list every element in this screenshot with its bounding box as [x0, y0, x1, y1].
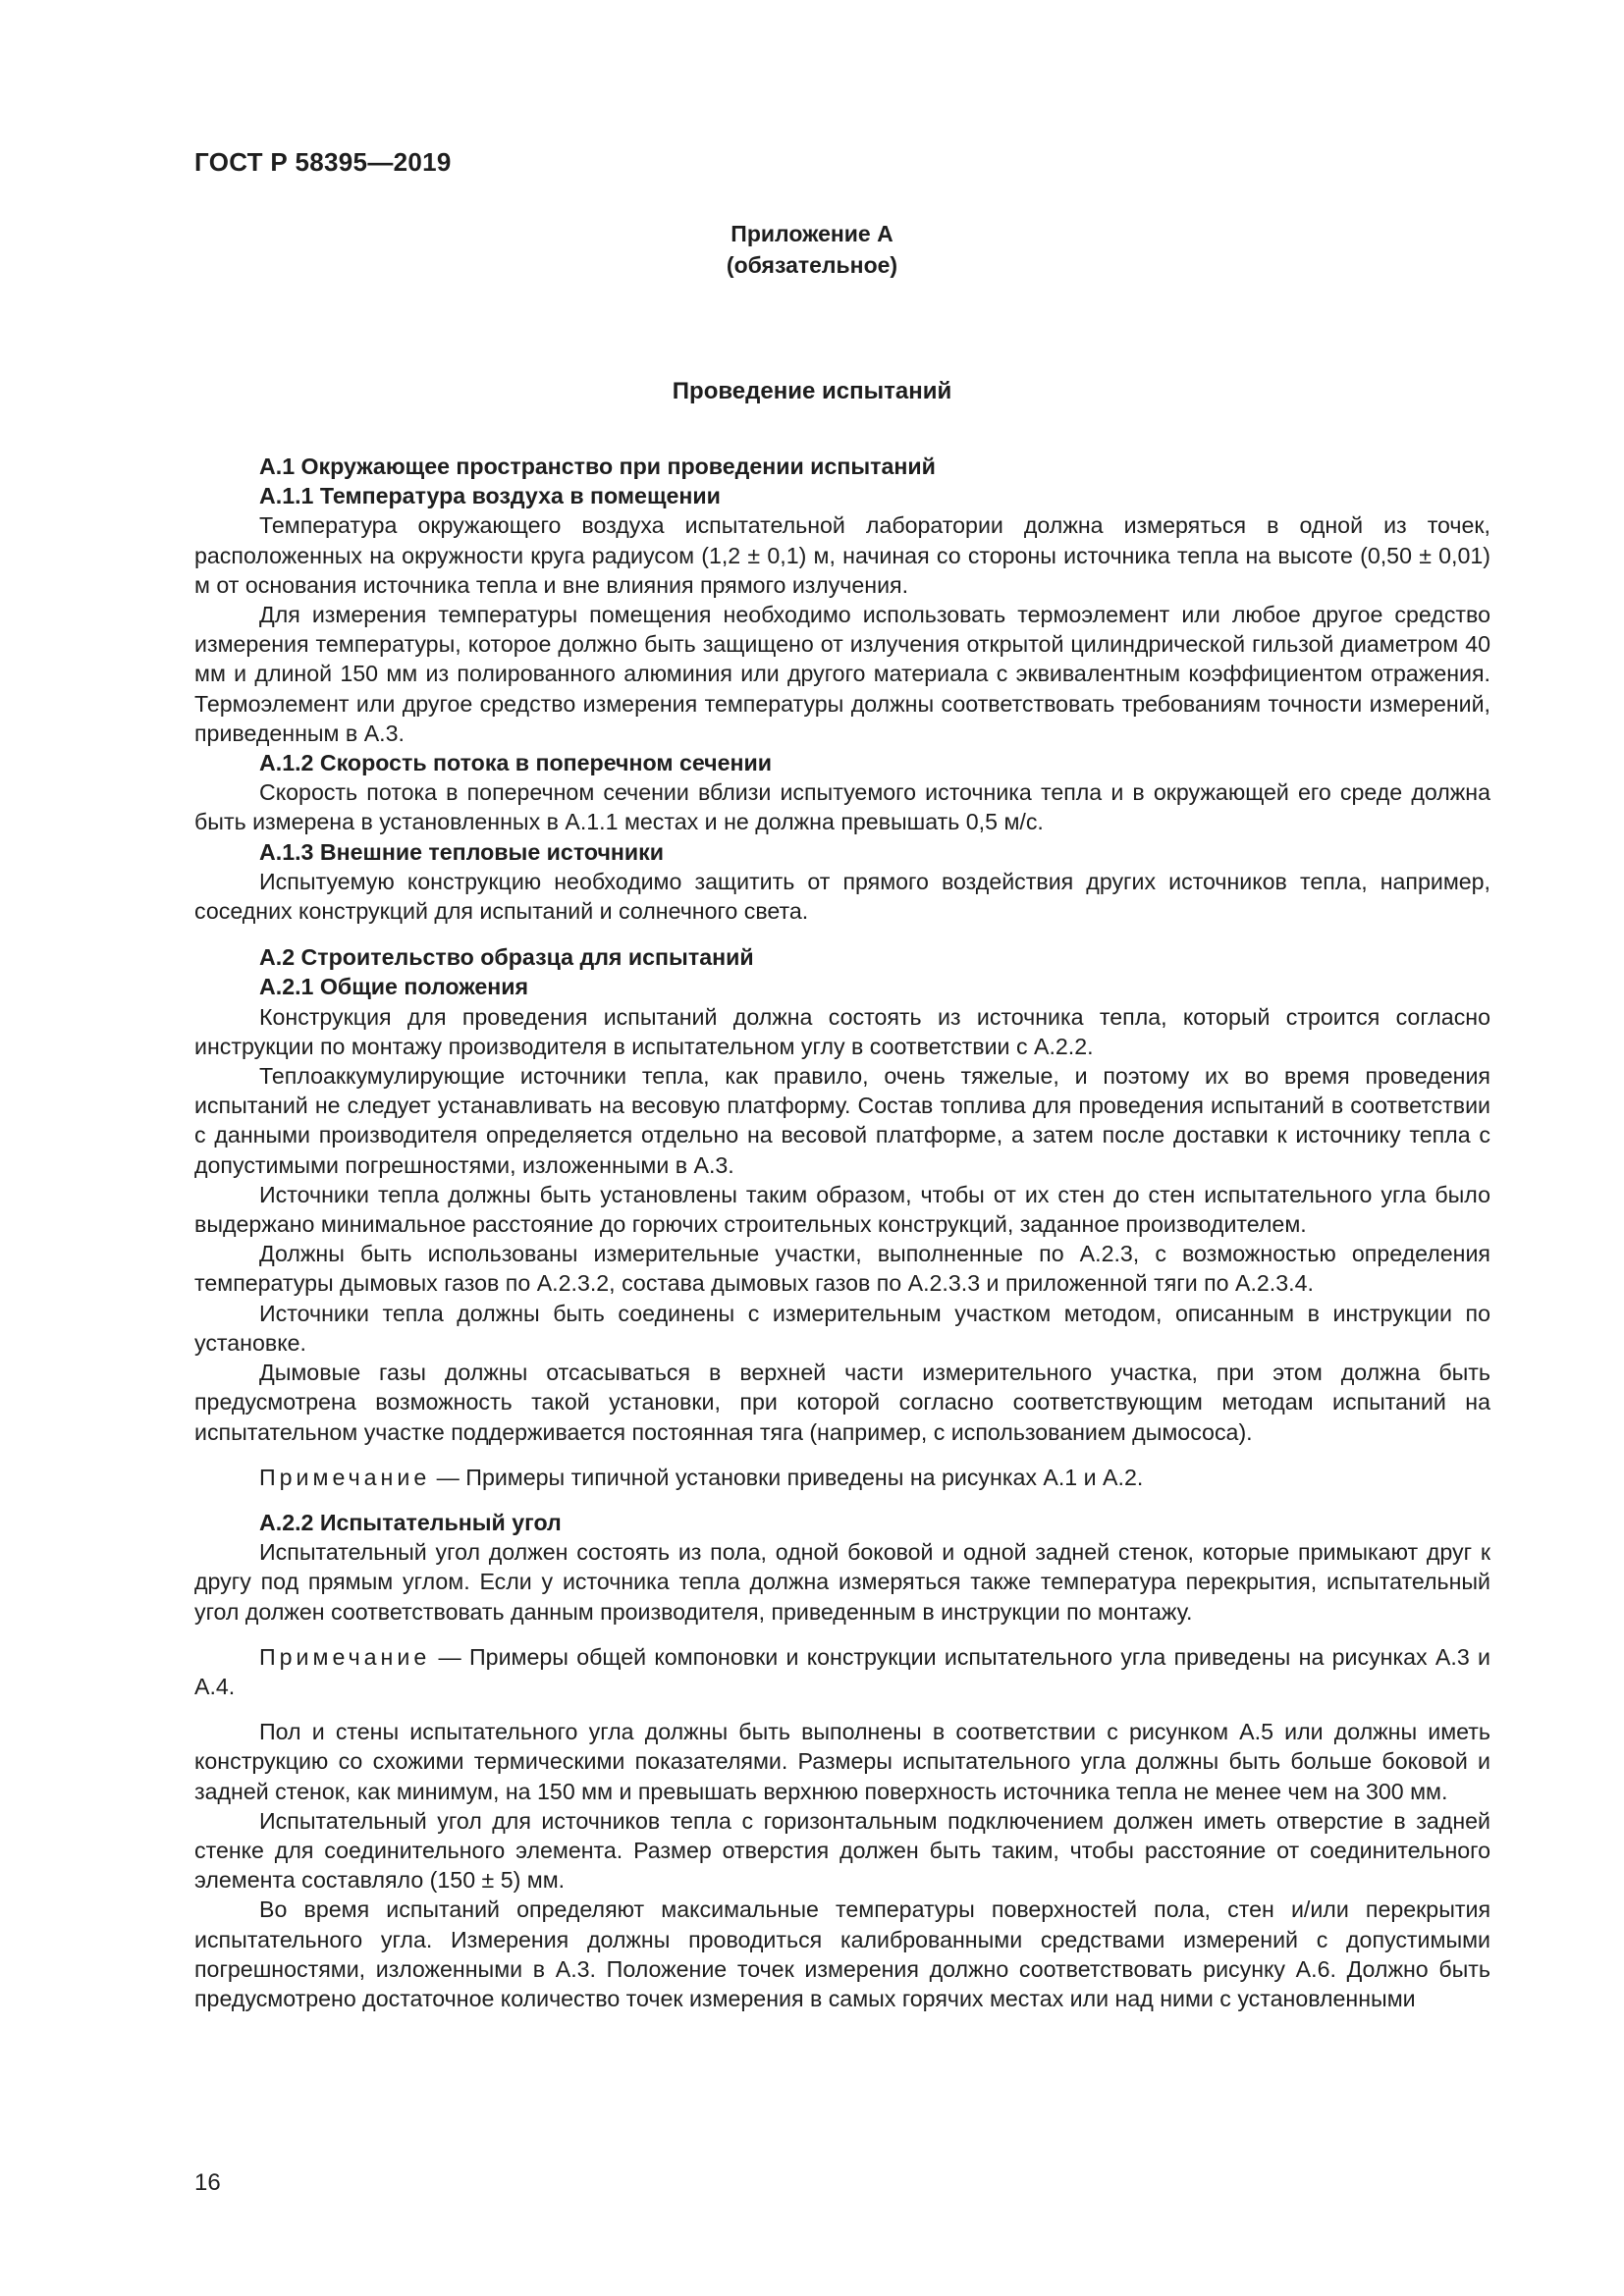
annex-heading — [0, 218, 1624, 281]
note — [194, 1642, 1490, 1701]
note — [194, 1463, 1490, 1492]
paragraph: Дымовые газы должны отсасываться в верхней части измерительного участка, при этом должна быть предусмотрена возможность такой установки, при которой согласно соответствующим методам испытаний на испытательном участке поддерживается постоянная тяга (например, с использованием дымососа). — [194, 1360, 1490, 1445]
subsection-heading-a1-3: А.1.3 Внешние тепловые источники — [259, 838, 665, 865]
subsection-heading-a1-1: А.1.1 Температура воздуха в помещении — [259, 483, 721, 509]
standard-designation: ГОСТ Р 58395—2019 — [194, 147, 452, 177]
paragraph: Пол и стены испытательного угла должны быть выполнены в соответствии с рисунком А.5 или должны иметь конструкцию со схожими термическими показателями. Размеры испытательного угла должны быть больше боковой и задней стенок, как минимум, на 150 мм и превышать верхнюю поверхность источника тепла не менее чем на 300 мм. — [194, 1719, 1490, 1804]
paragraph: Во время испытаний определяют максимальные температуры поверхностей пола, стен и/или перекрытия испытательного угла. Измерения должны проводиться калиброванными средствами измерений с допустимыми погрешностями, изложенными в А.3. Положение точек измерения должно соответствовать рисунку А.6. Должно быть предусмотрено достаточное количество точек измерения в самых горячих местах или над ними с установленными — [194, 1896, 1490, 2011]
annex-status: (обязательное) — [726, 252, 898, 278]
paragraph: Конструкция для проведения испытаний должна состоять из источника тепла, который строится согласно инструкции по монтажу производителя в испытательном углу в соответствии с А.2.2. — [194, 1003, 1490, 1059]
document-body — [194, 452, 1490, 2013]
annex-title: Проведение испытаний — [672, 378, 952, 404]
paragraph: Для измерения температуры помещения необходимо использовать термоэлемент или любое другое средство измерения температуры, которое должно быть защищено от излучения открытой цилиндрической гильзой диаметром 40 мм и длиной 150 мм из полированного алюминия или другого материала с эквивалентным коэффициентом отражения. Термоэлемент или другое средство измерения температуры должны соответствовать требованиям точности измерений, приведенным в А.3. — [194, 602, 1490, 746]
paragraph: Должны быть использованы измерительные участки, выполненные по А.2.3, с возможностью определения температуры дымовых газов по А.2.3.2, состава дымовых газов по А.2.3.3 и приложенной тяги по А.2.3.4. — [194, 1241, 1490, 1297]
note-label: Примечание — [259, 1643, 431, 1670]
paragraph: Теплоаккумулирующие источники тепла, как правило, очень тяжелые, и поэтому их во время проведения испытаний не следует устанавливать на весовую платформу. Состав топлива для проведения испытаний в соответствии с данными производителя определяется отдельно на весовой платформе, а затем после доставки к источнику тепла с допустимыми погрешностями, изложенными в А.3. — [194, 1063, 1490, 1178]
paragraph: Источники тепла должны быть соединены с измерительным участком методом, описанным в инструкции по установке. — [194, 1300, 1490, 1356]
subsection-heading-a1-2: А.1.2 Скорость потока в поперечном сечении — [259, 750, 773, 776]
section-heading-a1: А.1 Окружающее пространство при проведении испытаний — [259, 454, 936, 479]
page-number: 16 — [194, 2169, 221, 2196]
paragraph: Испытательный угол должен состоять из пола, одной боковой и одной задней стенок, которые примыкают друг к другу под прямым углом. Если у источника тепла должна измеряться также температура перекрытия, испытательный угол должен соответствовать данным производителя, приведенным в инструкции по монтажу. — [194, 1539, 1490, 1625]
paragraph: Испытательный угол для источников тепла с горизонтальным подключением должен иметь отверстие в задней стенке для соединительного элемента. Размер отверстия должен быть таким, чтобы расстояние от соединительного элемента составляло (150 ± 5) мм. — [194, 1807, 1490, 1894]
section-heading-a2: А.2 Строительство образца для испытаний — [259, 944, 754, 971]
paragraph: Испытуемую конструкцию необходимо защитить от прямого воздействия других источников тепла, например, соседних конструкций для испытаний и солнечного света. — [194, 868, 1490, 925]
paragraph: Источники тепла должны быть установлены таким образом, чтобы от их стен до стен испытательного угла было выдержано минимальное расстояние до горючих строительных конструкций, заданное производителем. — [194, 1181, 1490, 1238]
subsection-heading-a2-1: А.2.1 Общие положения — [259, 974, 529, 1000]
paragraph: Температура окружающего воздуха испытательной лаборатории должна измеряться в одной из точек, расположенных на окружности круга радиусом (1,2 ± 0,1) м, начиная со стороны источника тепла на высоте (0,50 ± 0,01) м от основания источника тепла и вне влияния прямого излучения. — [194, 512, 1490, 598]
paragraph: Скорость потока в поперечном сечении вблизи испытуемого источника тепла и в окружающей его среде должна быть измерена в установленных в А.1.1 местах и не должна превышать 0,5 м/с. — [194, 779, 1490, 835]
subsection-heading-a2-2: А.2.2 Испытательный угол — [259, 1509, 562, 1535]
note-label: Примечание — [259, 1464, 431, 1490]
note-text: — Примеры общей компоновки и конструкции испытательного угла приведены на рисунках А.3 и А.4. — [194, 1643, 1490, 1699]
annex-label: Приложение А — [731, 221, 893, 246]
note-text: — Примеры типичной установки приведены на рисунках А.1 и А.2. — [430, 1464, 1144, 1490]
